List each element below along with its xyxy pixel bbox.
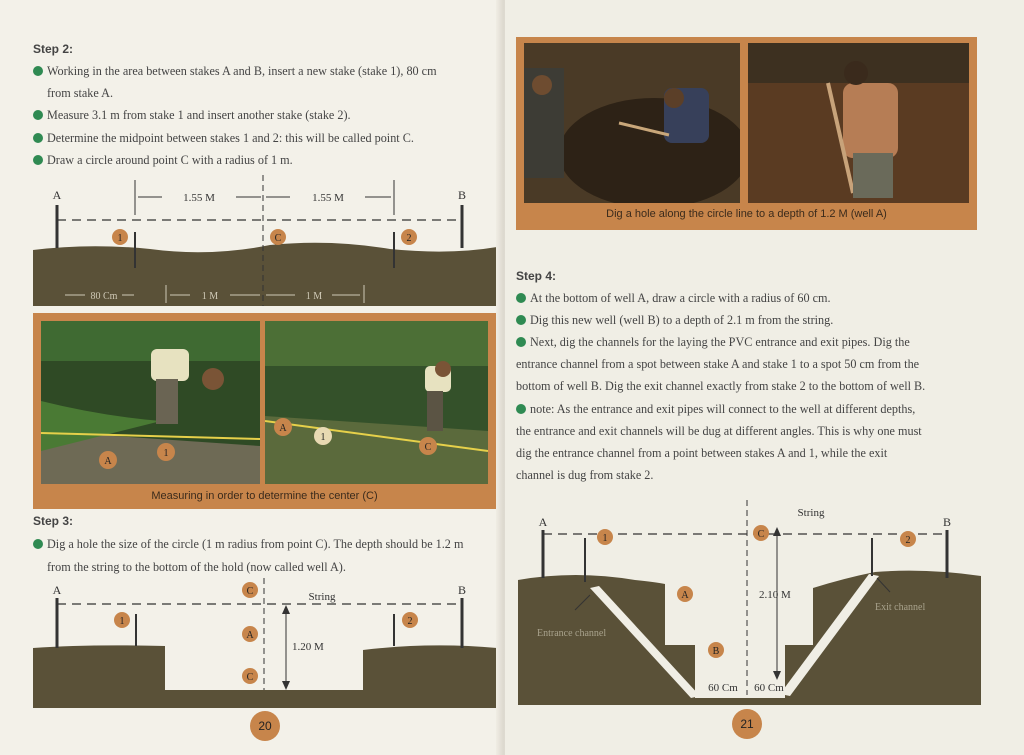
entrance-channel-label: Entrance channel — [537, 628, 607, 639]
step4-line-4: entrance channel from a spot between stake A and stake 1 to a spot 50 cm from the — [516, 357, 920, 371]
dim-80-label: 80 Cm — [90, 291, 118, 302]
marker-c-label: C — [274, 233, 282, 244]
photo-marker-c-label: C — [424, 442, 432, 453]
step2-line-3: Measure 3.1 m from stake 1 and insert another stake (stake 2). — [33, 104, 351, 126]
step4-diagram — [515, 500, 985, 712]
marker-a-label: A — [246, 630, 254, 641]
photo-frame — [516, 37, 977, 230]
arrow-up-icon — [282, 605, 290, 614]
stake-a-label: A — [52, 188, 62, 202]
depth-label: 2.10 M — [759, 589, 791, 601]
marker-well-b-label: B — [712, 646, 720, 657]
bullet-icon — [516, 293, 526, 303]
step4-line-3: Next, dig the channels for the laying the PVC entrance and exit pipes. Dig the — [516, 331, 910, 353]
photo-digging-1 — [524, 43, 740, 203]
string-label: String — [308, 591, 336, 603]
step2-line-2: from stake A. — [47, 86, 114, 100]
step2-diagram — [30, 175, 500, 310]
step3-line-2: from the string to the bottom of the hold (now called well A). — [47, 560, 346, 574]
stake-b-label: B — [942, 515, 952, 529]
bullet-icon — [33, 155, 43, 165]
step2-line-1: Working in the area between stakes A and B, insert a new stake (stake 1), 80 cm — [33, 60, 437, 82]
stake-b-label: B — [457, 583, 467, 597]
bullet-icon — [33, 133, 43, 143]
dim-1m-right-label: 1 M — [305, 291, 323, 302]
width-right-label: 60 Cm — [754, 682, 784, 694]
photo-marker-a-label: A — [104, 456, 112, 467]
exit-channel-label: Exit channel — [875, 602, 926, 613]
photo-marker-1-label: 1 — [320, 432, 326, 443]
dim-right-label: 1.55 M — [312, 192, 344, 204]
marker-2-label: 2 — [905, 535, 911, 546]
stake-a-label: A — [538, 515, 548, 529]
left-page — [0, 0, 505, 755]
string-label: String — [797, 507, 825, 519]
photo-frame — [33, 313, 496, 509]
photo-caption: Dig a hole along the circle line to a depth of 1.2 M (well A) — [606, 208, 887, 220]
bullet-icon — [33, 110, 43, 120]
dim-1m-left-label: 1 M — [201, 291, 219, 302]
step3-heading: Step 3: — [33, 514, 74, 528]
bullet-icon — [516, 315, 526, 325]
marker-2-label: 2 — [407, 616, 413, 627]
marker-1-label: 1 — [602, 533, 608, 544]
depth-label: 1.20 M — [292, 641, 324, 653]
bullet-icon — [516, 337, 526, 347]
step4-line-2: Dig this new well (well B) to a depth of 2.1 m from the string. — [516, 309, 833, 331]
marker-1-label: 1 — [119, 616, 125, 627]
right-page — [505, 0, 1024, 755]
marker-c-bottom-label: C — [246, 672, 254, 683]
stake-a-label: A — [52, 583, 62, 597]
photo-measuring-2 — [265, 321, 488, 484]
arrow-down-icon — [282, 681, 290, 690]
step3-diagram — [30, 578, 500, 710]
width-left-label: 60 Cm — [708, 682, 738, 694]
step4-line-5: bottom of well B. Dig the exit channel exactly from stake 2 to the bottom of well B. — [516, 379, 926, 393]
photo-caption: Measuring in order to determine the center (C) — [151, 490, 378, 502]
step4-heading: Step 4: — [516, 269, 557, 283]
marker-c-top-label: C — [246, 586, 254, 597]
photo-measuring-1 — [41, 321, 260, 484]
arrow-up-icon — [773, 527, 781, 536]
step4-line-1: At the bottom of well A, draw a circle with a radius of 60 cm. — [516, 287, 831, 309]
bullet-icon — [33, 539, 43, 549]
page-number: 21 — [732, 709, 762, 739]
step2-line-4: Determine the midpoint between stakes 1 and 2: this will be called point C. — [33, 127, 414, 149]
step4-line-8: dig the entrance channel from a point between stakes A and 1, while the exit — [516, 446, 888, 460]
marker-1-label: 1 — [117, 233, 123, 244]
step3-line-1: Dig a hole the size of the circle (1 m radius from point C). The depth should be 1.2 m — [33, 533, 463, 555]
photo-digging-2 — [748, 43, 969, 203]
step4-line-7: the entrance and exit channels will be dug at different angles. This is why one must — [516, 424, 922, 438]
marker-c-label: C — [757, 529, 765, 540]
step2-line-5: Draw a circle around point C with a radius of 1 m. — [33, 149, 293, 171]
marker-well-a-label: A — [681, 590, 689, 601]
marker-2-label: 2 — [406, 233, 412, 244]
photo-marker-a-label: A — [279, 423, 287, 434]
bullet-icon — [516, 404, 526, 414]
ground-shape — [33, 645, 497, 708]
dim-left-label: 1.55 M — [183, 192, 215, 204]
photo-marker-1-label: 1 — [163, 448, 169, 459]
step4-line-9: channel is dug from stake 2. — [516, 468, 654, 482]
step2-heading: Step 2: — [33, 42, 74, 56]
page-number: 20 — [250, 711, 280, 741]
bullet-icon — [33, 66, 43, 76]
step4-line-6: note: As the entrance and exit pipes will connect to the well at different depths, — [516, 398, 915, 420]
stake-b-label: B — [457, 188, 467, 202]
